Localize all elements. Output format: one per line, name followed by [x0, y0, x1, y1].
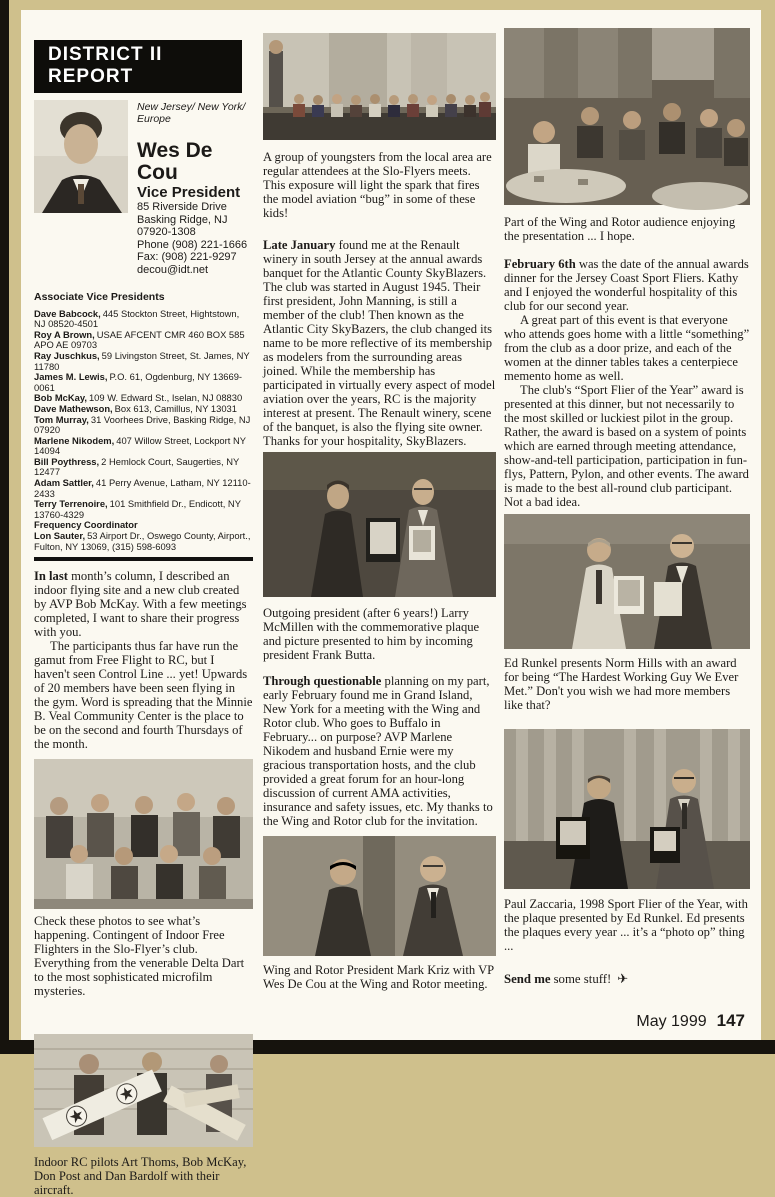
caption-slo-flyers: Check these photos to see what’s happening. Contingent of Indoor Free Flighters in the Slo-Flyer’s club. Everything from the venerable Delta Dart to the most sophisticated microfilm mysteries. [34, 914, 245, 999]
signoff-text: some stuff! [553, 972, 612, 986]
wes-de-cou-portrait-photo [34, 100, 128, 213]
avp-name: Ray Juschkus, [34, 349, 100, 361]
vp-title: Vice President [137, 184, 241, 201]
page-footer [636, 1011, 745, 1031]
column-left [34, 40, 253, 1197]
avp-entry [34, 309, 253, 330]
paragraph [504, 257, 750, 313]
avp-address: 53 Airport Dr., Oswego County, Airport., Fulton, NY 13069, (315) 598-6093 [34, 530, 251, 552]
vp-contact-block [137, 100, 253, 277]
avp-name: Lon Sauter, [34, 530, 86, 542]
audience-photo [504, 28, 750, 205]
avp-name: James M. Lewis, [34, 371, 108, 383]
avp-name: Dave Babcock, [34, 307, 101, 319]
scan-left-black-strip [0, 0, 9, 1054]
article-middle-1 [263, 238, 496, 448]
paragraph: The club's “Sport Flier of the Year” award is presented at this dinner, but not necessarily to the most skilled or luckiest pilot in the group. Rather, the award is based on a system of points which are earned through meeting attendance, show-and-tell participation, participation in fun-flys, Pattern, Pylon, and other events. The award is made to the best all-round club participant. Not a bad idea. [504, 383, 749, 509]
avp-name: Dave Mathewson, [34, 402, 113, 414]
avp-address: 101 Smithfield Dr., Endicott, NY 13760-4329 [34, 498, 241, 520]
avp-address: 41 Perry Avenue, Latham, NY 12110-2433 [34, 477, 251, 499]
avp-address: 407 Willow Street, Lockport NY 14094 [34, 434, 246, 457]
caption-mcmillen: Outgoing president (after 6 years!) Larry McMillen with the commemorative plaque and picture presented to him by incoming president Frank Butta. [263, 606, 480, 662]
avp-name: Marlene Nikodem, [34, 434, 115, 446]
paragraph [263, 674, 496, 828]
signoff-lead: Send me [504, 972, 551, 986]
column-middle [263, 33, 496, 991]
paragraph-lead: February 6th [504, 257, 576, 271]
article-middle-2 [263, 674, 496, 828]
avp-name: Tom Murray, [34, 413, 89, 425]
caption-wing-rotor-officers: Wing and Rotor President Mark Kriz with VP Wes De Cou at the Wing and Rotor meeting. [263, 963, 494, 991]
avp-entry [34, 478, 253, 499]
avp-heading: Associate Vice Presidents [34, 290, 165, 303]
page-number: 147 [716, 1011, 745, 1030]
paragraph: The participants thus far have run the gamut from Free Flight to RC, but I haven't seen Control Line ... yet! Upwards of 20 members have been seen flying in the gym. Word is spreading that the Minnie B. Veal Community Center is the place to be on the second and fourth Thursdays of the month. [34, 639, 253, 752]
caption-zaccaria: Paul Zaccaria, 1998 Sport Flier of the Year, with the plaque presented by Ed Runkel. Ed presents the plaques every year ... it’s a “photo op” thing ... [504, 897, 748, 953]
avp-name: Bill Poythress, [34, 455, 100, 467]
paragraph-lead: Late January [263, 238, 336, 252]
avp-address: 445 Stockton Street, Hightstown, NJ 08520-4501 [34, 307, 240, 330]
caption-youngsters: A group of youngsters from the local area are regular attendees at the Slo-Flyers meets. This exposure will light the spark that fires the model aviation “bug” in some of these kids! [263, 150, 492, 220]
paragraph-text: month’s column, I described an indoor flying site and a new club created by AVP Bob McKay. With a few meetings completed, I want to share their progress with you. [34, 569, 247, 640]
youngsters-photo [263, 33, 496, 140]
avp-address: P.O. 61, Ogdenburg, NY 13669-0061 [34, 371, 243, 393]
vp-address-line3: 07920-1308 [137, 226, 196, 239]
runkel-hills-photo [504, 514, 750, 649]
vp-name: Wes De Cou [137, 139, 213, 184]
article-right [504, 257, 750, 509]
avp-list [34, 309, 253, 553]
indoor-rc-pilots-photo [34, 1034, 253, 1147]
paragraph [34, 569, 253, 639]
avp-entry [34, 415, 253, 436]
column-right [504, 28, 750, 987]
avp-entry [34, 372, 253, 393]
paragraph-text: was the date of the annual awards dinner for the Jersey Coast Sport Fliers. Kathy and I enjoyed the wonderful hospitality of this club for our second year. [504, 257, 749, 313]
article-left [34, 569, 253, 751]
frequency-coordinator-entry [34, 531, 253, 552]
issue-date: May 1999 [636, 1013, 707, 1030]
avp-name: Bob McKay, [34, 392, 87, 404]
paragraph-text: planning on my part, early February found me in Grand Island, New York for a meeting with the Wing and Rotor club. Who goes to Buffalo in February... on purpose? AVP Marlene Nikodem and husband Ernie were my gracious transportation hosts, and the club provided a great forum for an hour-long discussion of current AMA activities, insurance and safety issues, etc. My thanks to the Wing and Rotor club for the invitation. [263, 674, 493, 828]
avp-address: Box 613, Camillus, NY 13031 [114, 402, 237, 414]
paragraph-lead: Through questionable [263, 674, 382, 688]
avp-entry [34, 499, 253, 520]
section-banner: DISTRICT II REPORT [34, 40, 242, 93]
mcmillen-plaque-photo [263, 452, 496, 597]
signoff [504, 971, 750, 987]
caption-audience: Part of the Wing and Rotor audience enjoying the presentation ... I hope. [504, 215, 736, 243]
avp-name: Terry Terrenoire, [34, 498, 108, 510]
paragraph-text: found me at the Renault winery in south Jersey at the annual awards banquet for the Atlantic County SkyBlazers. The club was started in August 1945. Their first president, John Manning, is still a member of the club! Then known as the Atlantic City SkyBazers, the club changed its name to be more reflective of its membership as modelers from the surrounding areas joined. While the membership has participated in virtually every aspect of model aviation over the years, RC is the majority interest at present. The Renault winery, scene of the banquet, is also the flying site owner. Thanks for your hospitality, SkyBlazers. [263, 238, 496, 448]
avp-name: Adam Sattler, [34, 477, 94, 489]
avp-entry [34, 351, 253, 372]
avp-entry [34, 436, 253, 457]
caption-indoor-rc-pilots: Indoor RC pilots Art Thoms, Bob McKay, Don Post and Dan Bardolf with their aircraft. [34, 1155, 247, 1197]
divider-rule [34, 557, 253, 561]
page [21, 10, 761, 1197]
caption-runkel-hills: Ed Runkel presents Norm Hills with an award for being “The Hardest Working Guy We Ever Met.” Don't you wish we had more members like that? [504, 656, 739, 712]
vp-profile [34, 100, 253, 277]
vp-address-line2: Basking Ridge, NJ [137, 213, 228, 226]
vp-phone: Phone (908) 221-1666 [137, 238, 248, 251]
avp-name: Roy A Brown, [34, 328, 95, 340]
zaccaria-photo [504, 729, 750, 889]
vp-fax: Fax: (908) 221-9297 [137, 251, 237, 264]
airplane-icon: ✈ [617, 971, 629, 986]
avp-address: 109 W. Edward St., Iselan, NJ 08830 [88, 392, 243, 404]
avp-entry [34, 457, 253, 478]
freq-heading-label: Frequency Coordinator [34, 519, 138, 531]
paragraph-lead: In last [34, 569, 68, 584]
avp-address: USAE AFCENT CMR 460 BOX 585 APO AE 09703 [34, 328, 245, 351]
slo-flyers-group-photo [34, 759, 253, 909]
vp-email: decou@idt.net [137, 263, 209, 276]
avp-address: 2 Hemlock Court, Saugerties, NY 12477 [34, 455, 240, 478]
avp-address: 31 Voorhees Drive, Basking Ridge, NJ 07920 [34, 413, 251, 436]
paragraph: A great part of this event is that everyone who attends goes home with a little “something” from the club as a door prize, and each of the women at the dinner tables takes a centerpiece memento home as well. [504, 313, 750, 383]
avp-address: 59 Livingston Street, St. James, NY 11780 [34, 349, 250, 372]
vp-address-line1: 85 Riverside Drive [137, 201, 227, 213]
district-region: New Jersey/ New York/ Europe [137, 101, 246, 125]
wing-rotor-officers-photo [263, 836, 496, 956]
avp-entry [34, 330, 253, 351]
paragraph [263, 238, 496, 448]
